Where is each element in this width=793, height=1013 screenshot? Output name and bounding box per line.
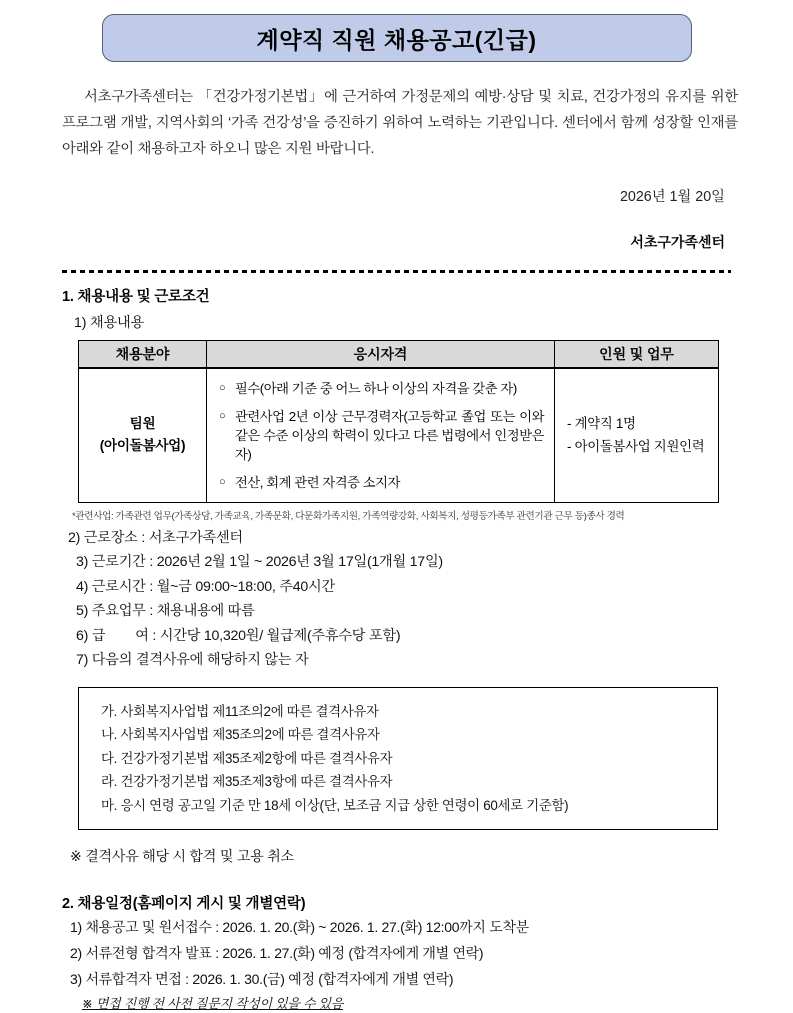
disqualification-item-da: 다. 건강가정기본법 제35조제2항에 따른 결격사유자 (101, 750, 393, 766)
title-banner-container (0, 0, 793, 62)
table-header-qualification: 응시자격 (207, 341, 555, 368)
schedule-item-announcement: 2) 서류전형 합격자 발표 : 2026. 1. 27.(화) 예정 (합격자에게 개별 연락) (70, 945, 484, 961)
cell-count-and-duty (555, 368, 719, 503)
organization-name: 서초구가족센터 (630, 234, 725, 250)
disqualification-item-ra: 라. 건강가정기본법 제35조제3항에 따른 결격사유자 (101, 774, 393, 789)
condition-disqualification-intro: 7) 다음의 결격사유에 해당하지 않는 자 (76, 652, 309, 668)
table-header-field: 채용분야 (79, 341, 207, 368)
qualification-item (219, 379, 544, 398)
disqualification-item-na: 나. 사회복지사업법 제35조의2에 따른 결격사유자 (101, 727, 380, 742)
qualification-text: 관련사업 2년 이상 근무경력자(고등학교 졸업 또는 이와 같은 수준 이상의 학력이 있다고 다른 법령에서 인정받은 자) (235, 408, 544, 462)
table-footnote: *관련사업: 가족관련 업무(가족상담, 가족교육, 가족문화, 다문화가족지원, 가족역량강화, 사회복지, 성평등가족부 관련기관 근무 등)종사 경력 (72, 510, 625, 522)
table-header-count: 인원 및 업무 (555, 341, 719, 368)
section1-subheading: 1) 채용내용 (74, 315, 144, 331)
cell-qualifications (207, 368, 555, 503)
condition-salary (76, 624, 793, 649)
title-banner (102, 14, 692, 62)
condition-period: 3) 근로기간 : 2026년 2월 1일 ~ 2026년 3월 17일(1개월 17일) (76, 554, 443, 570)
recruitment-table-container (78, 340, 718, 503)
dashed-separator (62, 270, 731, 273)
duty-line: - 아이돌봄사업 지원인력 (567, 439, 705, 454)
qualification-item (219, 407, 544, 464)
cell-recruitment-field (79, 368, 207, 503)
salary-label: 6) 급 (76, 627, 106, 644)
circle-bullet-icon: ○ (219, 381, 226, 394)
salary-value: 여 : 시간당 10,320원/ 월급제(주휴수당 포함) (135, 627, 401, 644)
table-header-row (79, 341, 719, 368)
circle-bullet-icon: ○ (219, 475, 226, 488)
disqualification-item-ma: 마. 응시 연령 공고일 기준 만 18세 이상(단, 보조금 지급 상한 연령이 60세로 기준함) (101, 797, 569, 813)
disqualification-note: ※ 결격사유 해당 시 합격 및 고용 취소 (70, 848, 294, 864)
field-name-line1: 팀원 (129, 416, 156, 431)
interview-note: ※ 면접 진행 전 사전 질문지 작성이 있을 수 있음 (82, 996, 344, 1011)
disqualification-item-ga: 가. 사회복지사업법 제11조의2에 따른 결격사유자 (101, 703, 379, 719)
qualification-text: 전산, 회계 관련 자격증 소지자 (235, 474, 400, 490)
condition-hours: 4) 근로시간 : 월~금 09:00~18:00, 주40시간 (76, 578, 335, 595)
working-conditions-list (0, 526, 793, 673)
posting-date: 2026년 1월 20일 (619, 189, 725, 205)
condition-workplace: 2) 근로장소 : 서초구가족센터 (68, 529, 243, 546)
qualification-item (219, 473, 544, 492)
condition-duties: 5) 주요업무 : 채용내용에 따름 (76, 603, 255, 619)
schedule-item-interview: 3) 서류합격자 면접 : 2026. 1. 30.(금) 예정 (합격자에게 개별 연락) (70, 971, 454, 987)
schedule-item-application: 1) 채용공고 및 원서접수 : 2026. 1. 20.(화) ~ 2026. 1. 27.(화) 12:00까지 도착분 (70, 919, 529, 935)
recruitment-table (78, 340, 719, 503)
section2-heading: 2. 채용일정(홈페이지 게시 및 개별연락) (62, 896, 306, 912)
intro-paragraph: 서초구가족센터는 「건강가정기본법」에 근거하여 가정문제의 예방·상담 및 치료, 건강가정의 유지를 위한 프로그램 개발, 지역사회의 ‘가족 건강성’을 증진하기 위하여 노력하는 기관입니다. 센터에서 함께 성장할 인재를 아래와 같이 채용하고자 하오니 많은 지원 바랍니다. (62, 89, 738, 157)
table-row (79, 368, 719, 503)
disqualification-box (78, 687, 718, 831)
circle-bullet-icon: ○ (219, 409, 226, 422)
page-title: 계약직 직원 채용공고(긴급) (256, 26, 537, 53)
qualification-text: 필수(아래 기준 중 어느 하나 이상의 자격을 갖춘 자) (235, 380, 517, 396)
field-name-line2: (아이돌봄사업) (99, 438, 186, 453)
count-line: - 계약직 1명 (567, 416, 636, 431)
section1-heading: 1. 채용내용 및 근로조건 (62, 289, 210, 305)
